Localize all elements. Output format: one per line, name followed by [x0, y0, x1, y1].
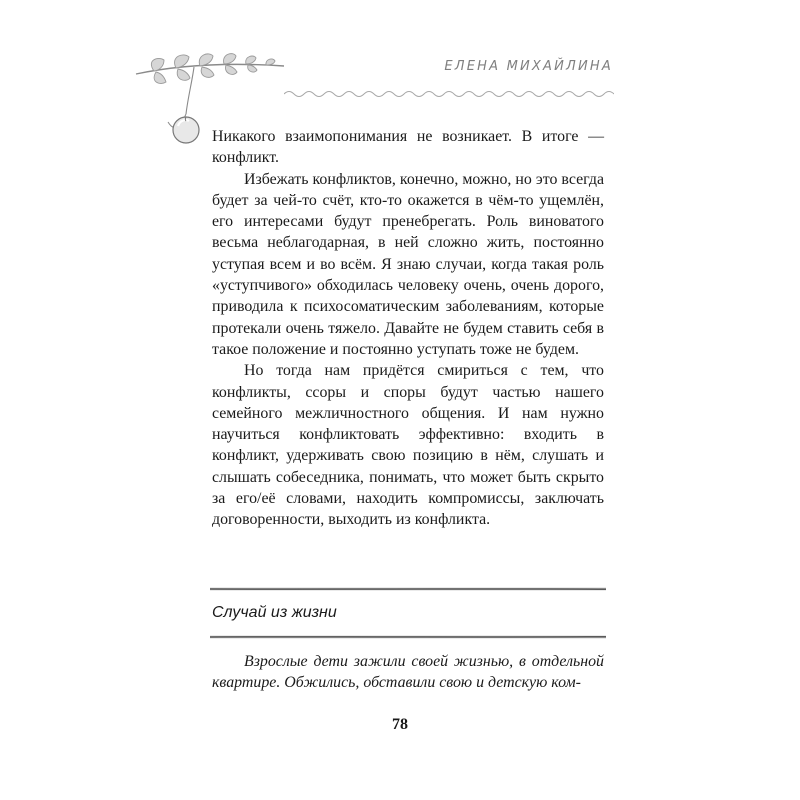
case-text: Взрослые дети зажили своей жизнью, в отдельной квартире. Обжились, обставили свою и детскую ком- — [212, 653, 604, 692]
case-heading: Случай из жизни — [212, 604, 337, 621]
paragraph: Но тогда нам придётся смириться с тем, что конфликты, ссоры и споры будут частью нашего семейного межличностного общения. И нам нужно научиться конфликтовать эффективно: входить в конфликт, удерживать свою позицию в нём, слушать и слышать собеседника, понимать, что может быть скрыто за его/её словами, находить компромиссы, заключать договоренности, выходить из конфликта. — [212, 362, 604, 529]
header-wavy-rule — [284, 88, 614, 100]
paragraph: Избежать конфликтов, конечно, можно, но это всегда будет за чей-то счёт, кто-то окажется в чём-то ущемлён, его интересами будут пренебрегать. Роль виноватого весьма неблагодарная, в ней сложно жить, постоянно уступая всем и во всём. Я знаю случаи, когда такая роль «уступчивого» обходилась человеку очень, очень дорого, приводила к психосоматическим заболеваниям, которые протекали очень тяжело. Давайте не будем ставить себя в такое положение и постоянно уступать тоже не будем. — [212, 170, 604, 358]
paragraph: Никакого взаимопонимания не возникает. В итоге — конфликт. — [212, 128, 604, 167]
body-text — [212, 126, 604, 531]
case-box-top-rule — [210, 586, 606, 592]
running-header-author: ЕЛЕНА МИХАЙЛИНА — [444, 59, 613, 74]
page-number: 78 — [392, 716, 408, 733]
case-box-bottom-rule — [210, 634, 606, 640]
